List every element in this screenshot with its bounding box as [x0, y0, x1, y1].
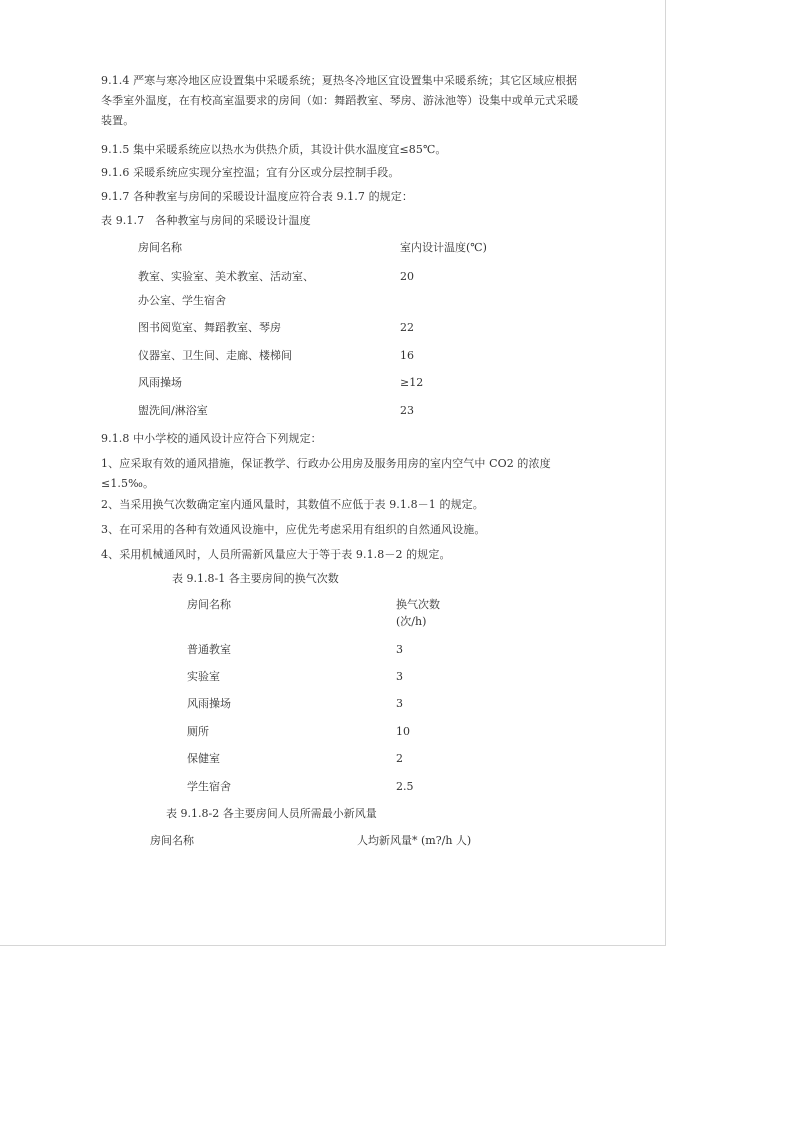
- table-row-value: 16: [400, 349, 414, 362]
- table-header-room: 房间名称: [150, 834, 194, 847]
- paragraph-9-1-8: 9.1.8 中小学校的通风设计应符合下列规定：: [101, 432, 322, 445]
- table-row-value: 3: [396, 670, 403, 683]
- table-header-unit: (次/h): [396, 615, 427, 628]
- table-header-room: 房间名称: [187, 598, 231, 611]
- table-row-name: 普通教室: [187, 643, 231, 656]
- table-row-name: 仪器室、卫生间、走廊、楼梯间: [138, 349, 292, 362]
- table-row-value: ≥12: [400, 376, 424, 389]
- table-row-name: 学生宿舍: [187, 780, 231, 793]
- table-row-name: 保健室: [187, 752, 220, 765]
- table-row-name: 风雨操场: [138, 376, 182, 389]
- table-9-1-8-2-caption: 表 9.1.8-2 各主要房间人员所需最小新风量: [166, 807, 377, 820]
- table-header-temperature: 室内设计温度(℃): [400, 241, 487, 254]
- paragraph-9-1-6: 9.1.6 采暖系统应实现分室控温；宜有分区或分层控制手段。: [101, 166, 400, 179]
- list-item-4: 4、采用机械通风时，人员所需新风量应大于等于表 9.1.8－2 的规定。: [101, 548, 451, 561]
- table-row-value: 10: [396, 725, 410, 738]
- table-header-air-change: 换气次数: [396, 598, 440, 611]
- table-row-name: 盥洗间/淋浴室: [138, 404, 208, 417]
- paragraph-9-1-5: 9.1.5 集中采暖系统应以热水为供热介质，其设计供水温度宜≤85℃。: [101, 143, 447, 156]
- table-header-room: 房间名称: [138, 241, 182, 254]
- table-row-value: 3: [396, 643, 403, 656]
- table-row-value: 3: [396, 697, 403, 710]
- table-row-name: 风雨操场: [187, 697, 231, 710]
- list-item-2: 2、当采用换气次数确定室内通风量时，其数值不应低于表 9.1.8－1 的规定。: [101, 498, 484, 511]
- list-item-1: 1、应采取有效的通风措施，保证教学、行政办公用房及服务用房的室内空气中 CO2 的浓度≤1.5‰。: [101, 457, 551, 490]
- table-row-value: 23: [400, 404, 414, 417]
- table-9-1-8-1-caption: 表 9.1.8-1 各主要房间的换气次数: [172, 572, 339, 585]
- table-row-value: 22: [400, 321, 414, 334]
- table-row-name: 厕所: [187, 725, 209, 738]
- table-row-name: 办公室、学生宿舍: [138, 294, 226, 307]
- table-row-value: 2.5: [396, 780, 414, 793]
- list-item-3: 3、在可采用的各种有效通风设施中，应优先考虑采用有组织的自然通风设施。: [101, 523, 486, 536]
- paragraph-9-1-7: 9.1.7 各种教室与房间的采暖设计温度应符合表 9.1.7 的规定：: [101, 190, 413, 203]
- table-9-1-7-caption: 表 9.1.7 各种教室与房间的采暖设计温度: [101, 214, 311, 227]
- table-row-name: 教室、实验室、美术教室、活动室、: [138, 270, 314, 283]
- table-row-value: 2: [396, 752, 403, 765]
- table-header-fresh-air: 人均新风量* (m?/h 人): [357, 834, 472, 847]
- paragraph-9-1-4: 9.1.4 严寒与寒冷地区应设置集中采暖系统；夏热冬冷地区宜设置集中采暖系统；其它区域应根据冬季室外温度，在有校高室温要求的房间（如：舞蹈教室、琴房、游泳池等）设集中或单元式采暖装置。: [101, 74, 579, 127]
- table-row-name: 图书阅览室、舞蹈教室、琴房: [138, 321, 281, 334]
- table-row-value: 20: [400, 270, 414, 283]
- table-row-name: 实验室: [187, 670, 220, 683]
